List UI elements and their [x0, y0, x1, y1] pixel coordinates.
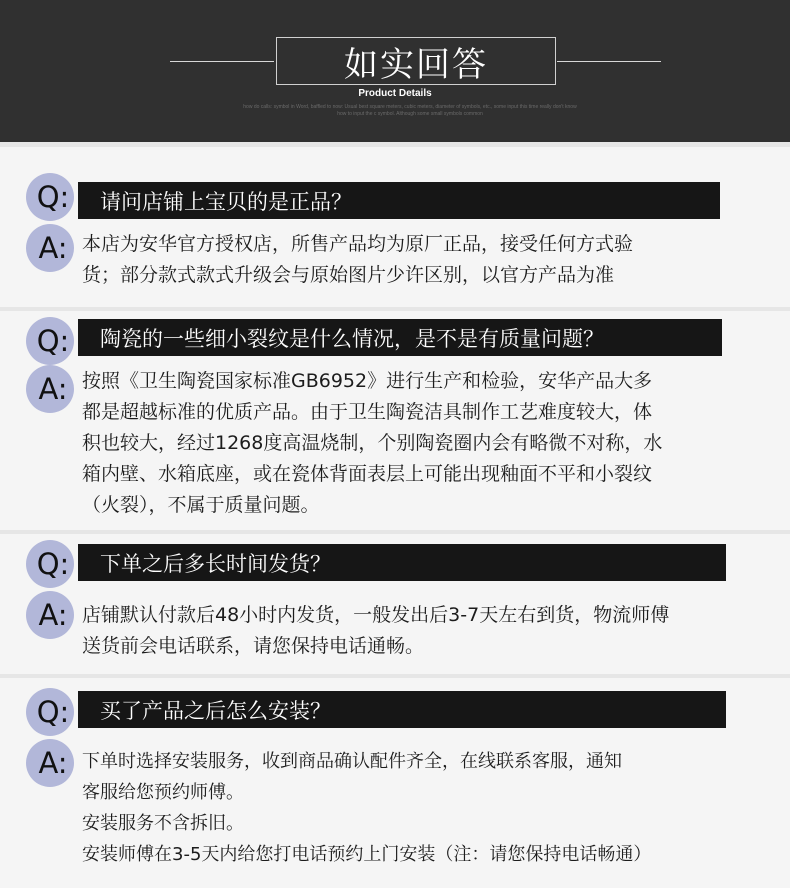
answer-line: 按照《卫生陶瓷国家标准GB6952》进行生产和检验，安华产品大多 — [82, 370, 653, 392]
faq-answer — [82, 366, 662, 521]
faq-item-cracks — [0, 311, 790, 530]
question-mark-icon: Q: — [26, 688, 74, 736]
answer-mark-icon: A: — [26, 591, 74, 639]
answer-line: 下单时选择安装服务，收到商品确认配件齐全，在线联系客服，通知 — [82, 751, 622, 772]
faq-question: 下单之后多长时间发货？ — [78, 544, 726, 581]
answer-line: 本店为安华官方授权店，所售产品均为原厂正品，接受任何方式验 — [82, 233, 634, 255]
faq-answer — [82, 600, 669, 662]
header-description-line: how do calls: symbol in Word, baffled to now: Usual best square meters, cubic meters, diameter of symbols, etc., some input this time really don't know — [243, 104, 577, 110]
header-description — [195, 104, 625, 118]
faq-question: 请问店铺上宝贝的是正品？ — [78, 182, 720, 219]
faq-answer — [82, 229, 633, 291]
header-divider-right — [557, 61, 661, 62]
question-mark-icon: Q: — [26, 540, 74, 588]
answer-line: 积也较大，经过1268度高温烧制，个别陶瓷圈内会有略微不对称，水 — [82, 432, 663, 454]
answer-line: 货；部分款式款式升级会与原始图片少许区别，以官方产品为准 — [82, 264, 615, 286]
page-title: 如实回答 — [344, 44, 488, 85]
answer-mark-icon: A: — [26, 224, 74, 272]
page-subtitle: Product Details — [358, 88, 432, 99]
faq-item-shipping — [0, 534, 790, 674]
answer-line: 客服给您预约师傅。 — [82, 782, 244, 803]
answer-line: 箱内壁、水箱底座，或在瓷体背面表层上可能出现釉面不平和小裂纹 — [82, 463, 653, 485]
question-mark-icon: Q: — [26, 173, 74, 221]
answer-line: （火裂），不属于质量问题。 — [82, 494, 320, 516]
answer-mark-icon: A: — [26, 739, 74, 787]
question-mark-icon: Q: — [26, 317, 74, 365]
faq-question: 陶瓷的一些细小裂纹是什么情况，是不是有质量问题？ — [78, 319, 722, 356]
faq-item-authentic — [0, 147, 790, 307]
faq-item-installation — [0, 678, 790, 888]
header-banner — [0, 0, 790, 142]
header-divider-left — [170, 61, 274, 62]
answer-line: 安装师傅在3-5天内给您打电话预约上门安装（注：请您保持电话畅通） — [82, 844, 652, 865]
answer-mark-icon: A: — [26, 365, 74, 413]
answer-line: 送货前会电话联系，请您保持电话通畅。 — [82, 635, 425, 657]
answer-line: 安装服务不含拆旧。 — [82, 813, 244, 834]
title-box — [276, 37, 556, 85]
faq-question: 买了产品之后怎么安装？ — [78, 691, 726, 728]
answer-line: 都是超越标准的优质产品。由于卫生陶瓷洁具制作工艺难度较大，体 — [82, 401, 653, 423]
answer-line: 店铺默认付款后48小时内发货，一般发出后3-7天左右到货，物流师傅 — [82, 604, 670, 626]
header-description-line: how to input the c symbol. Although some small symbols common — [337, 111, 483, 117]
faq-answer — [82, 746, 651, 870]
